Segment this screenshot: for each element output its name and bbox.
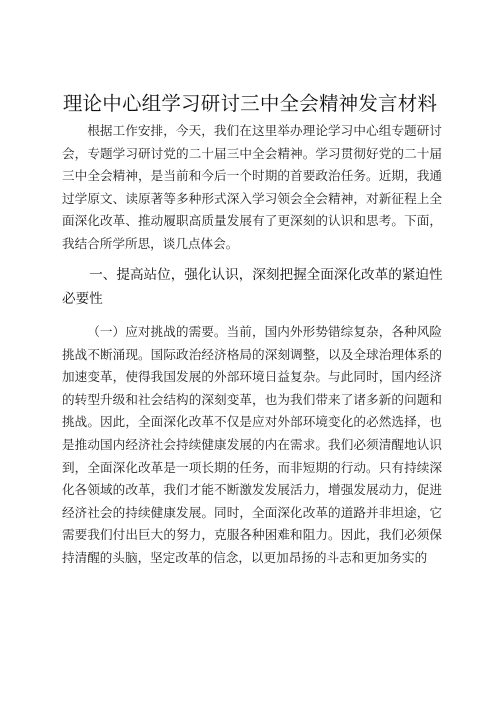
document-title: 理论中心组学习研讨三中全会精神发言材料 xyxy=(62,92,438,115)
subsection-paragraph: （一）应对挑战的需要。当前，国内外形势错综复杂，各种风险挑战不断涌现。国际政治经济格局的深刻调整，以及全球治理体系的加速变革，使得我国发展的外部环境日益复杂。与此同时，国内经济的转型升级和社会结构的深刻变革，也为我们带来了诸多新的问题和挑战。因此，全面深化改革不仅是应对外部环境变化的必然选择，也是推动国内经济社会持续健康发展的内在需求。我们必须清醒地认识到，全面深化改革是一项长期的任务，而非短期的行动。只有持续深化各领域的改革，我们才能不断激发发展活力，增强发展动力，促进经济社会的持续健康发展。同时，全面深化改革的道路并非坦途，它需要我们付出巨大的努力，克服各种困难和阻力。因此，我们必须保持清醒的头脑，坚定改革的信念，以更加昂扬的斗志和更加务实的 xyxy=(62,324,442,565)
intro-paragraph: 根据工作安排，今天，我们在这里举办理论学习中心组专题研讨会，专题学习研讨党的二十届三中全会精神。学习贯彻好党的二十届三中全会精神，是当前和今后一个时期的首要政治任务。近期，我通过学原文、读原著等多种形式深入学习领会全会精神，对新征程上全面深化改革、推动履职高质量发展有了更深刻的认识和思考。下面，我结合所学所思，谈几点体会。 xyxy=(62,123,442,251)
section-heading: 一、提高站位，强化认识，深刻把握全面深化改革的紧迫性必要性 xyxy=(62,267,443,307)
